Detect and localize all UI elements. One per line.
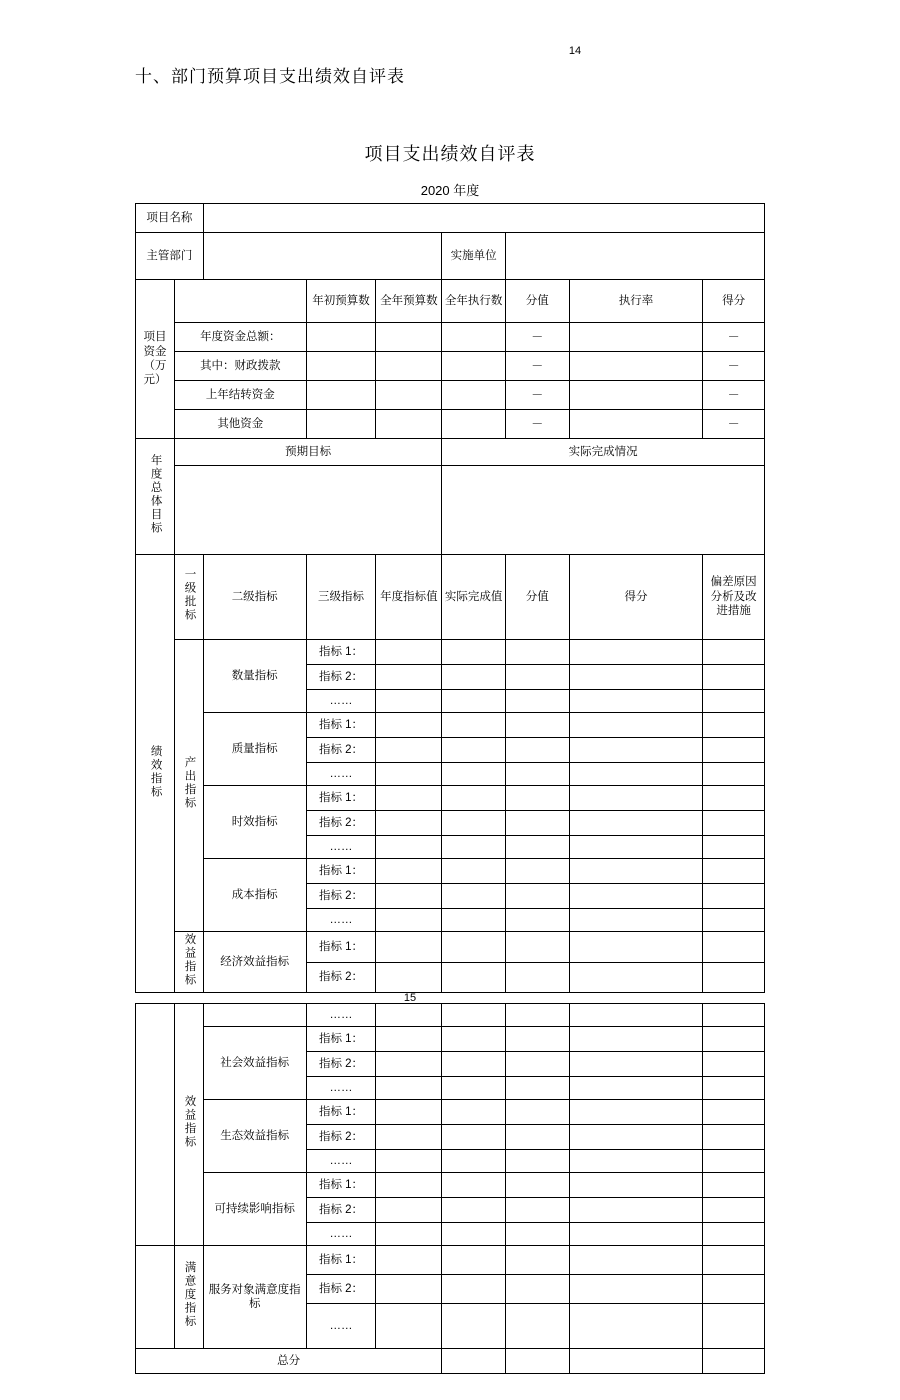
field-target-value[interactable] — [376, 1100, 442, 1125]
label-supervising-dept: 主管部门 — [136, 233, 204, 280]
label-fiscal-appropriation: 其中：财政拨款 — [175, 352, 307, 381]
table-row — [136, 352, 765, 381]
field-target-value[interactable] — [376, 1004, 442, 1027]
label-indicator-1: 指标 1： — [306, 1246, 376, 1275]
field-actual-value[interactable] — [442, 1125, 506, 1150]
field-actual-value[interactable] — [442, 1275, 506, 1304]
field-score[interactable] — [569, 1173, 703, 1198]
field-score-value[interactable] — [505, 859, 569, 884]
field-score-value[interactable] — [505, 1004, 569, 1027]
field-deviation[interactable] — [703, 713, 765, 738]
field-score-value[interactable] — [505, 811, 569, 836]
field-actual-value[interactable] — [442, 1223, 506, 1246]
field-carryover-begin-budget[interactable] — [306, 381, 376, 410]
label-indicator-1: 指标 1： — [306, 1027, 376, 1052]
field-score-value[interactable] — [505, 1027, 569, 1052]
performance-self-evaluation-table-continued — [135, 1003, 765, 1374]
field-score[interactable] — [569, 859, 703, 884]
field-deviation[interactable] — [703, 690, 765, 713]
column-header-score: 得分 — [703, 280, 765, 323]
label-implementing-unit: 实施单位 — [442, 233, 506, 280]
label-indicator-2: 指标 2： — [306, 738, 376, 763]
field-target-value[interactable] — [376, 786, 442, 811]
label-indicator-1: 指标 1： — [306, 932, 376, 963]
field-target-value[interactable] — [376, 1150, 442, 1173]
field-deviation[interactable] — [703, 1304, 765, 1349]
field-target-value[interactable] — [376, 962, 442, 993]
field-deviation[interactable] — [703, 640, 765, 665]
field-deviation[interactable] — [703, 932, 765, 963]
field-project-name[interactable] — [203, 204, 764, 233]
field-total-score-3[interactable] — [569, 1349, 703, 1374]
field-target-value[interactable] — [376, 836, 442, 859]
table-row — [136, 280, 765, 323]
field-score[interactable] — [569, 836, 703, 859]
label-indicator-1: 指标 1： — [306, 1100, 376, 1125]
label-economic-benefit-continued — [203, 1004, 306, 1027]
field-score[interactable] — [569, 1052, 703, 1077]
table-row — [136, 439, 765, 466]
label-quantity-indicator: 数量指标 — [203, 640, 306, 713]
field-target-value[interactable] — [376, 1077, 442, 1100]
field-actual-value[interactable] — [442, 1304, 506, 1349]
value-other-score: － — [703, 410, 765, 439]
column-header-full-year-exec: 全年执行数 — [442, 280, 506, 323]
label-performance-indicator-continued — [136, 1004, 175, 1246]
field-score-value[interactable] — [505, 1275, 569, 1304]
field-score[interactable] — [569, 690, 703, 713]
field-score[interactable] — [569, 1027, 703, 1052]
label-indicator-2: 指标 2： — [306, 884, 376, 909]
field-score-value[interactable] — [505, 884, 569, 909]
field-deviation[interactable] — [703, 1198, 765, 1223]
label-ellipsis: …… — [306, 1004, 376, 1027]
field-score-value[interactable] — [505, 786, 569, 811]
label-indicator-2: 指标 2： — [306, 665, 376, 690]
field-target-value[interactable] — [376, 1198, 442, 1223]
field-actual-value[interactable] — [442, 1246, 506, 1275]
label-actual-completion: 实际完成情况 — [442, 439, 765, 466]
label-indicator-2: 指标 2： — [306, 1052, 376, 1077]
field-actual-value[interactable] — [442, 1027, 506, 1052]
field-deviation[interactable] — [703, 1275, 765, 1304]
field-actual-completion[interactable] — [442, 466, 765, 555]
field-score-value[interactable] — [505, 836, 569, 859]
table-row-total — [136, 1349, 765, 1374]
field-score[interactable] — [569, 1004, 703, 1027]
field-total-funds-full-year-exec[interactable] — [442, 323, 506, 352]
field-target-value[interactable] — [376, 909, 442, 932]
label-indicator-2: 指标 2： — [306, 811, 376, 836]
field-score-value[interactable] — [505, 1246, 569, 1275]
performance-self-evaluation-table — [135, 203, 765, 993]
field-target-value[interactable] — [376, 763, 442, 786]
field-target-value[interactable] — [376, 738, 442, 763]
table-row — [136, 555, 765, 640]
field-target-value[interactable] — [376, 1027, 442, 1052]
field-total-funds-begin-budget[interactable] — [306, 323, 376, 352]
field-target-value[interactable] — [376, 884, 442, 909]
field-target-value[interactable] — [376, 713, 442, 738]
label-sustainable-impact: 可持续影响指标 — [203, 1173, 306, 1246]
field-deviation[interactable] — [703, 1173, 765, 1198]
field-score-value[interactable] — [505, 1077, 569, 1100]
label-ellipsis: …… — [306, 909, 376, 932]
label-ecological-benefit: 生态效益指标 — [203, 1100, 306, 1173]
field-deviation[interactable] — [703, 859, 765, 884]
field-score-value[interactable] — [505, 1198, 569, 1223]
value-total-funds-score-value: － — [505, 323, 569, 352]
label-indicator-1: 指标 1： — [306, 640, 376, 665]
field-actual-value[interactable] — [442, 1077, 506, 1100]
label-benefit-indicator-continued: 效益指标 — [183, 1095, 196, 1150]
field-actual-value[interactable] — [442, 713, 506, 738]
value-fiscal-score-value: － — [505, 352, 569, 381]
label-ellipsis: …… — [306, 690, 376, 713]
label-social-benefit: 社会效益指标 — [203, 1027, 306, 1100]
field-deviation[interactable] — [703, 738, 765, 763]
value-total-funds-score: － — [703, 323, 765, 352]
field-score[interactable] — [569, 932, 703, 963]
table-row — [136, 859, 765, 884]
column-header-begin-budget: 年初预算数 — [306, 280, 376, 323]
field-score-value[interactable] — [505, 1100, 569, 1125]
field-actual-value[interactable] — [442, 836, 506, 859]
field-deviation[interactable] — [703, 1100, 765, 1125]
label-indicator-2: 指标 2： — [306, 1275, 376, 1304]
field-actual-value[interactable] — [442, 665, 506, 690]
field-target-value[interactable] — [376, 690, 442, 713]
column-header-full-year-budget: 全年预算数 — [376, 280, 442, 323]
column-header-score-value-2: 分值 — [505, 555, 569, 640]
field-actual-value[interactable] — [442, 962, 506, 993]
label-indicator-2: 指标 2： — [306, 1198, 376, 1223]
field-actual-value[interactable] — [442, 1100, 506, 1125]
label-service-satisfaction: 服务对象满意度指标 — [203, 1246, 306, 1349]
field-deviation[interactable] — [703, 811, 765, 836]
column-header-level1: 一级批标 — [183, 567, 196, 622]
field-score[interactable] — [569, 962, 703, 993]
label-ellipsis: …… — [306, 1150, 376, 1173]
field-score[interactable] — [569, 1198, 703, 1223]
table-row — [136, 323, 765, 352]
field-deviation[interactable] — [703, 1223, 765, 1246]
label-project-funds-unit: （万元） — [143, 360, 167, 387]
table-row — [136, 381, 765, 410]
label-ellipsis: …… — [306, 1223, 376, 1246]
label-indicator-1: 指标 1： — [306, 713, 376, 738]
field-score-value[interactable] — [505, 909, 569, 932]
field-score[interactable] — [569, 1150, 703, 1173]
field-actual-value[interactable] — [442, 932, 506, 963]
field-deviation[interactable] — [703, 962, 765, 993]
field-score-value[interactable] — [505, 1125, 569, 1150]
field-score-value[interactable] — [505, 1150, 569, 1173]
field-score-value[interactable] — [505, 932, 569, 963]
field-score-value[interactable] — [505, 1052, 569, 1077]
field-score[interactable] — [569, 1304, 703, 1349]
column-header-score-value: 分值 — [505, 280, 569, 323]
field-carryover-full-year-exec[interactable] — [442, 381, 506, 410]
field-total-funds-exec-rate[interactable] — [569, 323, 703, 352]
field-actual-value[interactable] — [442, 786, 506, 811]
label-indicator-2: 指标 2： — [306, 1125, 376, 1150]
label-expected-goal: 预期目标 — [175, 439, 442, 466]
field-score[interactable] — [569, 763, 703, 786]
field-score-value[interactable] — [505, 962, 569, 993]
field-supervising-dept[interactable] — [203, 233, 441, 280]
field-carryover-exec-rate[interactable] — [569, 381, 703, 410]
table-row — [136, 932, 765, 963]
label-total-score: 总分 — [136, 1349, 442, 1374]
table-row — [136, 713, 765, 738]
field-actual-value[interactable] — [442, 859, 506, 884]
field-score[interactable] — [569, 1275, 703, 1304]
field-actual-value[interactable] — [442, 738, 506, 763]
label-total-funds: 年度资金总额： — [175, 323, 307, 352]
value-other-score-value: － — [505, 410, 569, 439]
field-deviation[interactable] — [703, 1027, 765, 1052]
field-target-value[interactable] — [376, 1275, 442, 1304]
field-other-exec-rate[interactable] — [569, 410, 703, 439]
field-score[interactable] — [569, 1100, 703, 1125]
label-ellipsis: …… — [306, 1077, 376, 1100]
field-score[interactable] — [569, 665, 703, 690]
label-project-funds: 项目资金 — [143, 331, 167, 358]
field-score-value[interactable] — [505, 763, 569, 786]
field-deviation[interactable] — [703, 884, 765, 909]
field-actual-value[interactable] — [442, 909, 506, 932]
field-fiscal-full-year-budget[interactable] — [376, 352, 442, 381]
field-score[interactable] — [569, 909, 703, 932]
field-target-value[interactable] — [376, 1052, 442, 1077]
label-output-indicator: 产出指标 — [183, 756, 196, 811]
field-target-value[interactable] — [376, 859, 442, 884]
field-target-value[interactable] — [376, 1223, 442, 1246]
field-score[interactable] — [569, 786, 703, 811]
field-deviation[interactable] — [703, 786, 765, 811]
field-target-value[interactable] — [376, 1173, 442, 1198]
value-fiscal-score: － — [703, 352, 765, 381]
table-row — [136, 1027, 765, 1052]
field-target-value[interactable] — [376, 811, 442, 836]
label-benefit-indicator: 效益指标 — [183, 933, 196, 987]
table-row — [136, 786, 765, 811]
label-performance-indicator-spacer — [136, 1246, 175, 1349]
table-row — [136, 466, 765, 555]
column-header-deviation-analysis: 偏差原因分析及改进措施 — [703, 555, 765, 640]
field-actual-value[interactable] — [442, 1052, 506, 1077]
table-row — [136, 410, 765, 439]
table-row — [136, 1100, 765, 1125]
field-deviation[interactable] — [703, 1004, 765, 1027]
label-ellipsis: …… — [306, 763, 376, 786]
field-score-value[interactable] — [505, 1304, 569, 1349]
document-title: 项目支出绩效自评表 — [364, 144, 536, 164]
field-actual-value[interactable] — [442, 763, 506, 786]
field-score[interactable] — [569, 884, 703, 909]
field-actual-value[interactable] — [442, 690, 506, 713]
field-deviation[interactable] — [703, 763, 765, 786]
label-carryover: 上年结转资金 — [175, 381, 307, 410]
label-satisfaction-indicator: 满意度指标 — [183, 1261, 196, 1329]
field-deviation[interactable] — [703, 1125, 765, 1150]
label-indicator-1: 指标 1： — [306, 1173, 376, 1198]
field-actual-value[interactable] — [442, 884, 506, 909]
field-score[interactable] — [569, 1246, 703, 1275]
field-deviation[interactable] — [703, 1077, 765, 1100]
label-other-funds: 其他资金 — [175, 410, 307, 439]
label-indicator-1: 指标 1： — [306, 786, 376, 811]
funds-header-spacer — [175, 280, 307, 323]
field-total-funds-full-year-budget[interactable] — [376, 323, 442, 352]
field-score-value[interactable] — [505, 1223, 569, 1246]
label-performance-indicator: 绩效指标 — [149, 744, 162, 799]
label-indicator-2: 指标 2： — [306, 962, 376, 993]
field-actual-value[interactable] — [442, 1004, 506, 1027]
field-fiscal-exec-rate[interactable] — [569, 352, 703, 381]
section-heading: 十、部门预算项目支出绩效自评表 — [135, 67, 405, 86]
table-row — [136, 233, 765, 280]
label-project-name: 项目名称 — [136, 204, 204, 233]
field-score-value[interactable] — [505, 1173, 569, 1198]
field-target-value[interactable] — [376, 1125, 442, 1150]
field-total-score-1[interactable] — [442, 1349, 506, 1374]
field-actual-value[interactable] — [442, 1198, 506, 1223]
field-deviation[interactable] — [703, 1052, 765, 1077]
field-target-value[interactable] — [376, 665, 442, 690]
field-score[interactable] — [569, 811, 703, 836]
field-score-value[interactable] — [505, 665, 569, 690]
field-other-begin-budget[interactable] — [306, 410, 376, 439]
label-quality-indicator: 质量指标 — [203, 713, 306, 786]
field-target-value[interactable] — [376, 932, 442, 963]
field-deviation[interactable] — [703, 909, 765, 932]
field-total-score-4[interactable] — [703, 1349, 765, 1374]
field-target-value[interactable] — [376, 1304, 442, 1349]
field-actual-value[interactable] — [442, 640, 506, 665]
field-score-value[interactable] — [505, 640, 569, 665]
field-score-value[interactable] — [505, 713, 569, 738]
table-row — [136, 1004, 765, 1027]
table-row — [136, 204, 765, 233]
column-header-score-2: 得分 — [569, 555, 703, 640]
column-header-level3: 三级指标 — [306, 555, 376, 640]
field-target-value[interactable] — [376, 1246, 442, 1275]
field-total-score-2[interactable] — [505, 1349, 569, 1374]
column-header-level2: 二级指标 — [203, 555, 306, 640]
table-row — [136, 1173, 765, 1198]
column-header-annual-target-value: 年度指标值 — [376, 555, 442, 640]
field-actual-value[interactable] — [442, 811, 506, 836]
field-target-value[interactable] — [376, 640, 442, 665]
column-header-actual-value: 实际完成值 — [442, 555, 506, 640]
field-score[interactable] — [569, 713, 703, 738]
field-actual-value[interactable] — [442, 1173, 506, 1198]
field-score-value[interactable] — [505, 738, 569, 763]
field-score[interactable] — [569, 1125, 703, 1150]
value-carryover-score-value: － — [505, 381, 569, 410]
label-ellipsis: …… — [306, 836, 376, 859]
label-ellipsis: …… — [306, 1304, 376, 1349]
field-implementing-unit[interactable] — [505, 233, 764, 280]
column-header-exec-rate: 执行率 — [569, 280, 703, 323]
field-fiscal-begin-budget[interactable] — [306, 352, 376, 381]
field-score[interactable] — [569, 640, 703, 665]
field-deviation[interactable] — [703, 836, 765, 859]
label-indicator-1: 指标 1： — [306, 859, 376, 884]
page-number-bottom: 15 — [403, 992, 417, 1004]
document-year: 2020 年度 — [420, 183, 480, 198]
field-deviation[interactable] — [703, 665, 765, 690]
table-row — [136, 1246, 765, 1275]
field-score[interactable] — [569, 1077, 703, 1100]
label-cost-indicator: 成本指标 — [203, 859, 306, 932]
field-other-full-year-budget[interactable] — [376, 410, 442, 439]
table-row — [136, 640, 765, 665]
label-timeliness-indicator: 时效指标 — [203, 786, 306, 859]
field-score[interactable] — [569, 738, 703, 763]
field-deviation[interactable] — [703, 1150, 765, 1173]
field-actual-value[interactable] — [442, 1150, 506, 1173]
field-expected-goal[interactable] — [175, 466, 442, 555]
field-fiscal-full-year-exec[interactable] — [442, 352, 506, 381]
field-score[interactable] — [569, 1223, 703, 1246]
field-carryover-full-year-budget[interactable] — [376, 381, 442, 410]
field-score-value[interactable] — [505, 690, 569, 713]
value-carryover-score: － — [703, 381, 765, 410]
label-annual-overall-goal: 年度总体目标 — [149, 453, 162, 535]
field-deviation[interactable] — [703, 1246, 765, 1275]
page-number-top: 14 — [568, 45, 582, 57]
field-other-full-year-exec[interactable] — [442, 410, 506, 439]
label-economic-benefit: 经济效益指标 — [203, 932, 306, 993]
